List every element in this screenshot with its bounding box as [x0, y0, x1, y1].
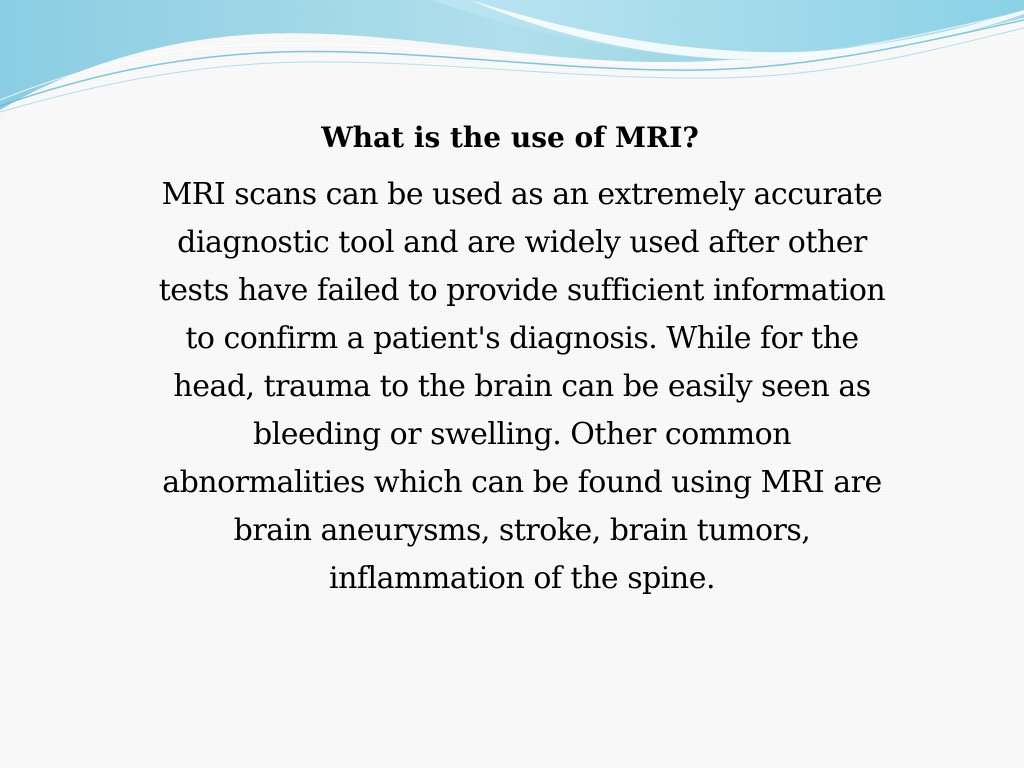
body-line: head, trauma to the brain can be easily seen as — [173, 369, 871, 404]
body-line: bleeding or swelling. Other common — [252, 417, 792, 452]
header-wave-decoration — [0, 0, 1024, 120]
body-line: MRI scans can be used as an extremely accurate — [161, 177, 883, 212]
slide-body-text — [100, 171, 944, 603]
body-line: abnormalities which can be found using MRI are — [162, 465, 882, 500]
body-line: tests have failed to provide sufficient information — [158, 273, 886, 308]
body-line: to confirm a patient's diagnosis. While for the — [185, 321, 859, 356]
body-line: inflammation of the spine. — [328, 561, 716, 596]
body-line: diagnostic tool and are widely used after other — [177, 225, 867, 260]
body-line: brain aneurysms, stroke, brain tumors, — [233, 513, 811, 548]
slide-title: What is the use of MRI? — [321, 121, 699, 154]
